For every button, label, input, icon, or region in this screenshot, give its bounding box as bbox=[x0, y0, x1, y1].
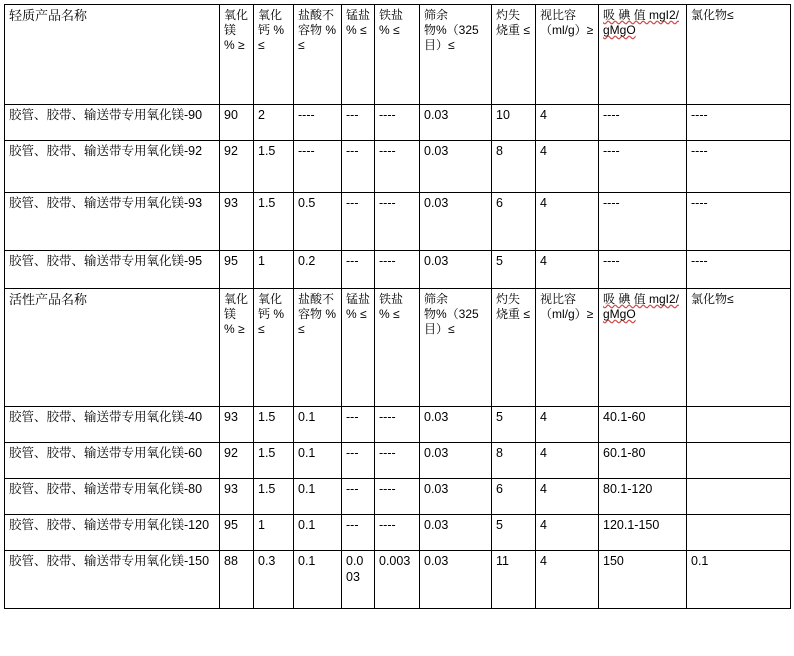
table-row bbox=[5, 551, 791, 609]
cell-sieve-residue: 0.03 bbox=[420, 141, 492, 193]
table-header-row-light bbox=[5, 5, 791, 105]
cell-chloride bbox=[687, 479, 791, 515]
cell-loss-on-ignition: 11 bbox=[492, 551, 536, 609]
cell-iron-salt: 0.003 bbox=[375, 551, 420, 609]
cell-apparent-volume: 4 bbox=[536, 515, 599, 551]
cell-loss-on-ignition: 5 bbox=[492, 407, 536, 443]
cell-mgo: 93 bbox=[220, 407, 254, 443]
cell-iron-salt: ---- bbox=[375, 443, 420, 479]
cell-loss-on-ignition: 5 bbox=[492, 515, 536, 551]
cell-apparent-volume: 4 bbox=[536, 407, 599, 443]
cell-cao: 1.5 bbox=[254, 141, 294, 193]
header-hcl-insoluble: 盐酸不容物 % ≤ bbox=[294, 289, 342, 407]
row-product-name: 胶管、胶带、输送带专用氧化镁-93 bbox=[5, 193, 220, 251]
cell-hcl-insoluble: 0.5 bbox=[294, 193, 342, 251]
row-product-name: 胶管、胶带、输送带专用氧化镁-95 bbox=[5, 251, 220, 289]
header-manganese-salt: 锰盐 % ≤ bbox=[342, 289, 375, 407]
cell-iodine-value: ---- bbox=[599, 141, 687, 193]
row-product-name: 胶管、胶带、输送带专用氧化镁-150 bbox=[5, 551, 220, 609]
cell-sieve-residue: 0.03 bbox=[420, 551, 492, 609]
cell-cao: 2 bbox=[254, 105, 294, 141]
cell-iron-salt: ---- bbox=[375, 407, 420, 443]
header-chloride: 氯化物≤ bbox=[687, 5, 791, 105]
table-row bbox=[5, 407, 791, 443]
cell-iron-salt: ---- bbox=[375, 193, 420, 251]
cell-sieve-residue: 0.03 bbox=[420, 407, 492, 443]
cell-apparent-volume: 4 bbox=[536, 443, 599, 479]
cell-iron-salt: ---- bbox=[375, 251, 420, 289]
header-cao: 氧化钙 % ≤ bbox=[254, 5, 294, 105]
cell-manganese-salt: --- bbox=[342, 479, 375, 515]
cell-cao: 1.5 bbox=[254, 407, 294, 443]
cell-hcl-insoluble: 0.1 bbox=[294, 515, 342, 551]
cell-iodine-value: 150 bbox=[599, 551, 687, 609]
cell-cao: 0.3 bbox=[254, 551, 294, 609]
cell-apparent-volume: 4 bbox=[536, 551, 599, 609]
table-row bbox=[5, 443, 791, 479]
row-product-name: 胶管、胶带、输送带专用氧化镁-60 bbox=[5, 443, 220, 479]
header-mgo: 氧化镁 % ≥ bbox=[220, 289, 254, 407]
cell-chloride bbox=[687, 407, 791, 443]
document-page bbox=[0, 4, 794, 656]
cell-mgo: 90 bbox=[220, 105, 254, 141]
cell-sieve-residue: 0.03 bbox=[420, 193, 492, 251]
cell-iodine-value: 40.1-60 bbox=[599, 407, 687, 443]
cell-sieve-residue: 0.03 bbox=[420, 251, 492, 289]
cell-hcl-insoluble: ---- bbox=[294, 141, 342, 193]
header-hcl-insoluble: 盐酸不容物 % ≤ bbox=[294, 5, 342, 105]
cell-manganese-salt: --- bbox=[342, 443, 375, 479]
header-iodine-value: 吸 碘 值 mgI2/gMgO bbox=[599, 289, 687, 407]
cell-sieve-residue: 0.03 bbox=[420, 479, 492, 515]
cell-loss-on-ignition: 5 bbox=[492, 251, 536, 289]
cell-cao: 1.5 bbox=[254, 479, 294, 515]
cell-loss-on-ignition: 6 bbox=[492, 479, 536, 515]
cell-manganese-salt: --- bbox=[342, 407, 375, 443]
cell-mgo: 92 bbox=[220, 443, 254, 479]
specification-table bbox=[4, 4, 791, 609]
cell-sieve-residue: 0.03 bbox=[420, 443, 492, 479]
table-row bbox=[5, 105, 791, 141]
cell-apparent-volume: 4 bbox=[536, 251, 599, 289]
cell-loss-on-ignition: 8 bbox=[492, 443, 536, 479]
header-iodine-value: 吸 碘 值 mgI2/gMgO bbox=[599, 5, 687, 105]
cell-iodine-value: 60.1-80 bbox=[599, 443, 687, 479]
cell-hcl-insoluble: 0.1 bbox=[294, 443, 342, 479]
row-product-name: 胶管、胶带、输送带专用氧化镁-90 bbox=[5, 105, 220, 141]
cell-manganese-salt: --- bbox=[342, 193, 375, 251]
header-sieve-residue: 筛余物%（325目）≤ bbox=[420, 5, 492, 105]
cell-hcl-insoluble: 0.2 bbox=[294, 251, 342, 289]
header-sieve-residue: 筛余物%（325目）≤ bbox=[420, 289, 492, 407]
cell-iron-salt: ---- bbox=[375, 105, 420, 141]
cell-mgo: 93 bbox=[220, 479, 254, 515]
cell-sieve-residue: 0.03 bbox=[420, 515, 492, 551]
header-loss-on-ignition: 灼失烧重 ≤ bbox=[492, 5, 536, 105]
header-cao: 氧化钙 % ≤ bbox=[254, 289, 294, 407]
cell-mgo: 88 bbox=[220, 551, 254, 609]
cell-loss-on-ignition: 10 bbox=[492, 105, 536, 141]
cell-apparent-volume: 4 bbox=[536, 141, 599, 193]
header-chloride: 氯化物≤ bbox=[687, 289, 791, 407]
cell-manganese-salt: --- bbox=[342, 515, 375, 551]
cell-chloride: ---- bbox=[687, 105, 791, 141]
cell-chloride bbox=[687, 443, 791, 479]
header-apparent-volume: 视比容（ml/g）≥ bbox=[536, 5, 599, 105]
cell-iodine-value: ---- bbox=[599, 251, 687, 289]
header-loss-on-ignition: 灼失烧重 ≤ bbox=[492, 289, 536, 407]
cell-chloride bbox=[687, 515, 791, 551]
cell-cao: 1 bbox=[254, 515, 294, 551]
header-light-product-name: 轻质产品名称 bbox=[5, 5, 220, 105]
row-product-name: 胶管、胶带、输送带专用氧化镁-40 bbox=[5, 407, 220, 443]
table-row bbox=[5, 251, 791, 289]
cell-mgo: 92 bbox=[220, 141, 254, 193]
cell-manganese-salt: --- bbox=[342, 251, 375, 289]
cell-apparent-volume: 4 bbox=[536, 105, 599, 141]
cell-hcl-insoluble: ---- bbox=[294, 105, 342, 141]
cell-cao: 1 bbox=[254, 251, 294, 289]
table-row bbox=[5, 141, 791, 193]
cell-mgo: 95 bbox=[220, 251, 254, 289]
cell-mgo: 93 bbox=[220, 193, 254, 251]
cell-sieve-residue: 0.03 bbox=[420, 105, 492, 141]
cell-iron-salt: ---- bbox=[375, 515, 420, 551]
cell-iodine-value: ---- bbox=[599, 193, 687, 251]
cell-apparent-volume: 4 bbox=[536, 479, 599, 515]
table-header-row-active bbox=[5, 289, 791, 407]
cell-manganese-salt: --- bbox=[342, 105, 375, 141]
header-active-product-name: 活性产品名称 bbox=[5, 289, 220, 407]
cell-hcl-insoluble: 0.1 bbox=[294, 551, 342, 609]
cell-chloride: ---- bbox=[687, 193, 791, 251]
cell-iodine-value: 120.1-150 bbox=[599, 515, 687, 551]
cell-mgo: 95 bbox=[220, 515, 254, 551]
cell-iron-salt: ---- bbox=[375, 141, 420, 193]
cell-chloride: 0.1 bbox=[687, 551, 791, 609]
header-mgo: 氧化镁 % ≥ bbox=[220, 5, 254, 105]
cell-chloride: ---- bbox=[687, 251, 791, 289]
header-iron-salt: 铁盐 % ≤ bbox=[375, 5, 420, 105]
cell-cao: 1.5 bbox=[254, 443, 294, 479]
cell-cao: 1.5 bbox=[254, 193, 294, 251]
cell-hcl-insoluble: 0.1 bbox=[294, 407, 342, 443]
header-apparent-volume: 视比容（ml/g）≥ bbox=[536, 289, 599, 407]
cell-loss-on-ignition: 8 bbox=[492, 141, 536, 193]
row-product-name: 胶管、胶带、输送带专用氧化镁-92 bbox=[5, 141, 220, 193]
cell-iodine-value: 80.1-120 bbox=[599, 479, 687, 515]
table-row bbox=[5, 515, 791, 551]
header-iron-salt: 铁盐 % ≤ bbox=[375, 289, 420, 407]
cell-manganese-salt: --- bbox=[342, 141, 375, 193]
cell-iron-salt: ---- bbox=[375, 479, 420, 515]
header-manganese-salt: 锰盐 % ≤ bbox=[342, 5, 375, 105]
cell-manganese-salt: 0.003 bbox=[342, 551, 375, 609]
cell-hcl-insoluble: 0.1 bbox=[294, 479, 342, 515]
row-product-name: 胶管、胶带、输送带专用氧化镁-120 bbox=[5, 515, 220, 551]
cell-chloride: ---- bbox=[687, 141, 791, 193]
row-product-name: 胶管、胶带、输送带专用氧化镁-80 bbox=[5, 479, 220, 515]
table-row bbox=[5, 193, 791, 251]
cell-iodine-value: ---- bbox=[599, 105, 687, 141]
cell-loss-on-ignition: 6 bbox=[492, 193, 536, 251]
cell-apparent-volume: 4 bbox=[536, 193, 599, 251]
table-row bbox=[5, 479, 791, 515]
